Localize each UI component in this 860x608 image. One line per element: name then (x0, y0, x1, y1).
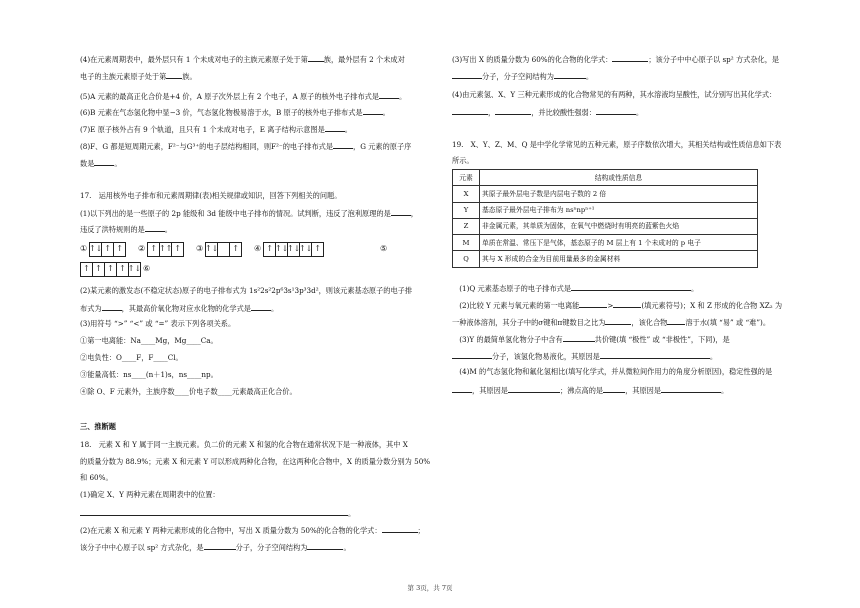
answer-blank (382, 525, 418, 533)
answer-blank (80, 508, 348, 516)
orbital-diagram: ⑤ (380, 244, 388, 254)
orbital-diagrams-row2 (80, 262, 458, 280)
answer-blank (667, 317, 685, 325)
answer-blank (579, 300, 607, 308)
q18-3-line2: 分子，分子空间结构为 。 (452, 71, 593, 82)
q19-4-line2: ，其原因是 ；沸点高的是 ，其原因是 。 (452, 385, 728, 396)
q6-line: (6)B 元素在气态氢化物中显−3 价，气态氢化物极易溶于水，B 原子的核外电子排布式是 。 (80, 108, 390, 117)
orbital-box: ↑ (263, 242, 276, 257)
q17-3-line: (3)用符号 “>” “<” 或 “=” 表示下列各项关系。 (80, 319, 236, 328)
orbital-box: ↑↑ (160, 242, 172, 257)
q17-heading: 17. 运用核外电子排布和元素周期律(表)相关规律或知识，回答下列相关的问题。 (80, 191, 342, 200)
orbital-box: ↑↓ (300, 242, 312, 257)
q19-4-line1: (4)M 的气态氢化物和氟化氢相比(填写化学式，并从微粒间作用力的角度分析原因)，稳定性强的是 (459, 367, 773, 376)
q5-line: (5)A 元素的最高正化合价是+4 价，A 原子次外层上有 2 个电子，A 原子的核外电子排布式是 。 (80, 92, 407, 101)
q17-3-item1: ①第一电离能：Na____Mg，Mg____Ca。 (80, 336, 218, 345)
table-row (453, 251, 758, 267)
q18-4-line1: (4)由元素氢、X、Y 三种元素形成的化合物常见的有两种，其水溶液均呈酸性，试分别写出其化学式： (452, 90, 777, 99)
orbital-diagram: ① ↑↓ ↑ ↑ (80, 242, 126, 256)
orbital-diagram: ↑ ↑ ↑ ↑ ↑↓ ⑥ (80, 262, 152, 276)
answer-blank (452, 351, 492, 359)
q17-2-line1: (2)某元素的激发态(不稳定状态)原子的电子排布式为 1s²2s²2p⁶3s¹3p³3d²，则该元素基态原子的电子排 (80, 286, 413, 295)
orbital-diagram: ④ ↑ ↑↓ ↑↓ ↑↓ ↑ (254, 242, 324, 256)
table-header-cell: 结构或性质信息 (480, 170, 758, 186)
page-footer: 第 3页，共 7页 (407, 584, 453, 592)
answer-blank (612, 54, 648, 62)
orbital-box: ↑ (230, 242, 242, 257)
answer-blank (600, 351, 710, 359)
q8-line2: 数是 。 (80, 159, 122, 168)
orbital-box: ↑↓ (89, 242, 102, 257)
answer-blank (166, 71, 182, 79)
q19-3-line1: (3)Y 的最简单氢化物分子中含有 共价键(填 “极性” 或 “非极性”，下同)，是 (459, 335, 730, 344)
answer-blank (145, 224, 165, 232)
answer-blank (308, 54, 324, 62)
table-cell: Z (453, 218, 480, 234)
q18-4-line2: ， ，并比较酸性强弱： 。 (452, 107, 643, 118)
q19-line1: 19. X、Y、Z、M、Q 是中学化学常见的五种元素，原子序数依次增大，其相关结构或性质信息如下表 (452, 140, 782, 149)
q19-2-line1: (2)比较 Y 元素与氧元素的第一电离能 > (填元素符号)；X 和 Z 形成的化合物 XZ₂ 为 (459, 301, 783, 310)
orbital-box: ↑↓ (205, 242, 218, 257)
q17-2-line2: 布式为 ，其最高价氧化物对应水化物的化学式是 。 (80, 304, 279, 313)
table-cell: 基态原子最外层电子排布为 nsⁿnpⁿ⁺¹ (480, 202, 758, 218)
orbital-diagram: ③ ↑↓ ↑ (196, 242, 242, 256)
q17-3-item4: ④除 O、F 元素外，主族序数____价电子数____元素最高正化合价。 (80, 387, 297, 396)
answer-blank (508, 385, 560, 393)
table-row (453, 186, 758, 202)
q18-2-line1: (2)在元素 X 和元素 Y 两种元素形成的化合物中，写出 X 质量分数为 50%的化合物的化学式： ； (80, 526, 425, 535)
orbital-box: ↑ (80, 262, 93, 277)
orbital-box: ↑↓ (276, 242, 288, 257)
q7-line: (7)E 原子核外占有 9 个轨道，且只有 1 个未成对电子，E 离子结构示意图是 。 (80, 125, 352, 134)
orbital-box: ↑ (114, 242, 126, 257)
q4-line2: 电子的主族元素原子处于第 族。 (80, 72, 197, 81)
answer-blank (379, 91, 399, 99)
orbital-box (218, 242, 230, 257)
answer-blank (204, 542, 236, 550)
q8-line1: (8)F、G 都是短周期元素，F²⁻与G³⁺的电子层结构相同，则F²⁻的电子排布式是 ，G 元素的原子序 (80, 142, 412, 151)
q19-2-line2: 一种液体溶剂，其分子中的σ键和π键数目之比为 ，该化合物 溶于水(填 “易” 或 “难”)。 (452, 318, 771, 327)
element-info-table (452, 169, 758, 268)
orbital-box: ↑ (102, 242, 114, 257)
table-cell: 单质在常温、常压下是气体，基态原子的 M 层上有 1 个未成对的 p 电子 (480, 235, 758, 251)
answer-blank (554, 71, 586, 79)
q18-2-line2: 该分子中中心原子以 sp² 方式杂化，是 分子，分子空间结构为 。 (80, 543, 351, 552)
orbital-box: ↑ (147, 242, 160, 257)
table-row (453, 235, 758, 251)
table-row (453, 218, 758, 234)
orbital-box: ↑ (117, 262, 129, 277)
q18-line3: 和 60%。 (80, 473, 113, 482)
answer-blank (603, 385, 625, 393)
table-cell: 其原子最外层电子数是内层电子数的 2 倍 (480, 186, 758, 202)
section-heading: 三、推断题 (80, 422, 116, 431)
answer-blank (363, 107, 383, 115)
q17-3-item3: ③能量高低：ns____(n＋1)s，ns____np。 (80, 370, 218, 379)
answer-blank (452, 385, 472, 393)
q18-1-line: (1)确定 X、Y 两种元素在周期表中的位置： (80, 490, 220, 499)
answer-blank (571, 283, 691, 291)
answer-blank (94, 158, 114, 166)
orbital-box: ↑ (93, 262, 105, 277)
table-cell: X (453, 186, 480, 202)
answer-blank (661, 385, 721, 393)
q18-line2: 的质量分数为 88.9%；元素 X 和元素 Y 可以形成两种化合物，在这两种化合物中，X 的质量分数分别为 50% (80, 457, 431, 466)
q18-line1: 18. 元素 X 和 Y 属于同一主族元素。负二价的元素 X 和氢的化合物在通常状况下是一种液体，其中 X (80, 440, 408, 449)
answer-blank (325, 124, 345, 132)
answer-blank (452, 71, 482, 79)
q19-line2: 所示。 (452, 156, 474, 165)
answer-blank (102, 303, 122, 311)
answer-blank (596, 107, 636, 115)
answer-blank (333, 141, 353, 149)
answer-blank (391, 208, 411, 216)
q18-1-answer: 。 (80, 508, 355, 519)
table-row (453, 202, 758, 218)
q17-1-line1: (1)以下列出的是一些原子的 2p 能级和 3d 能级中电子排布的情况。试判断，违反了泡利原理的是 ， (80, 209, 418, 218)
q18-3-line1: (3)写出 X 的质量分数为 60%的化合物的化学式： ；该分子中中心原子以 sp² 方式杂化，是 (452, 55, 780, 64)
answer-blank (605, 317, 631, 325)
table-header-row (453, 170, 758, 186)
orbital-box: ↑ (172, 242, 184, 257)
answer-blank (495, 107, 531, 115)
orbital-box: ↑ (312, 242, 324, 257)
answer-blank (251, 303, 271, 311)
answer-blank (563, 334, 595, 342)
orbital-box: ↑ (105, 262, 117, 277)
table-cell: Q (453, 251, 480, 267)
orbital-diagrams (80, 242, 458, 260)
answer-blank (452, 107, 488, 115)
q4-line1: (4)在元素周期表中，最外层只有 1 个未成对电子的主族元素原子处于第 族，最外层有 2 个未成对 (80, 55, 405, 64)
orbital-diagram: ② ↑ ↑↑ ↑ (138, 242, 184, 256)
orbital-box: ↑↓ (129, 262, 141, 277)
q19-1-line: (1)Q 元素基态原子的电子排布式是 。 (459, 284, 699, 293)
table-cell: 非金属元素，其单质为固体，在氧气中燃烧时有明亮的蓝紫色火焰 (480, 218, 758, 234)
answer-blank (613, 300, 641, 308)
q17-1-line2: 违反了洪特规则的是 。 (80, 225, 172, 234)
table-cell: M (453, 235, 480, 251)
orbital-box: ↑↓ (288, 242, 300, 257)
q19-3-line2: 分子，该氢化物易液化，其原因是 。 (452, 351, 717, 362)
table-cell: Y (453, 202, 480, 218)
q17-3-item2: ②电负性：O____F，F____Cl。 (80, 353, 183, 362)
table-cell: 其与 X 形成的合金为目前用量最多的金属材料 (480, 251, 758, 267)
table-header-cell: 元素 (453, 170, 480, 186)
answer-blank (307, 542, 343, 550)
